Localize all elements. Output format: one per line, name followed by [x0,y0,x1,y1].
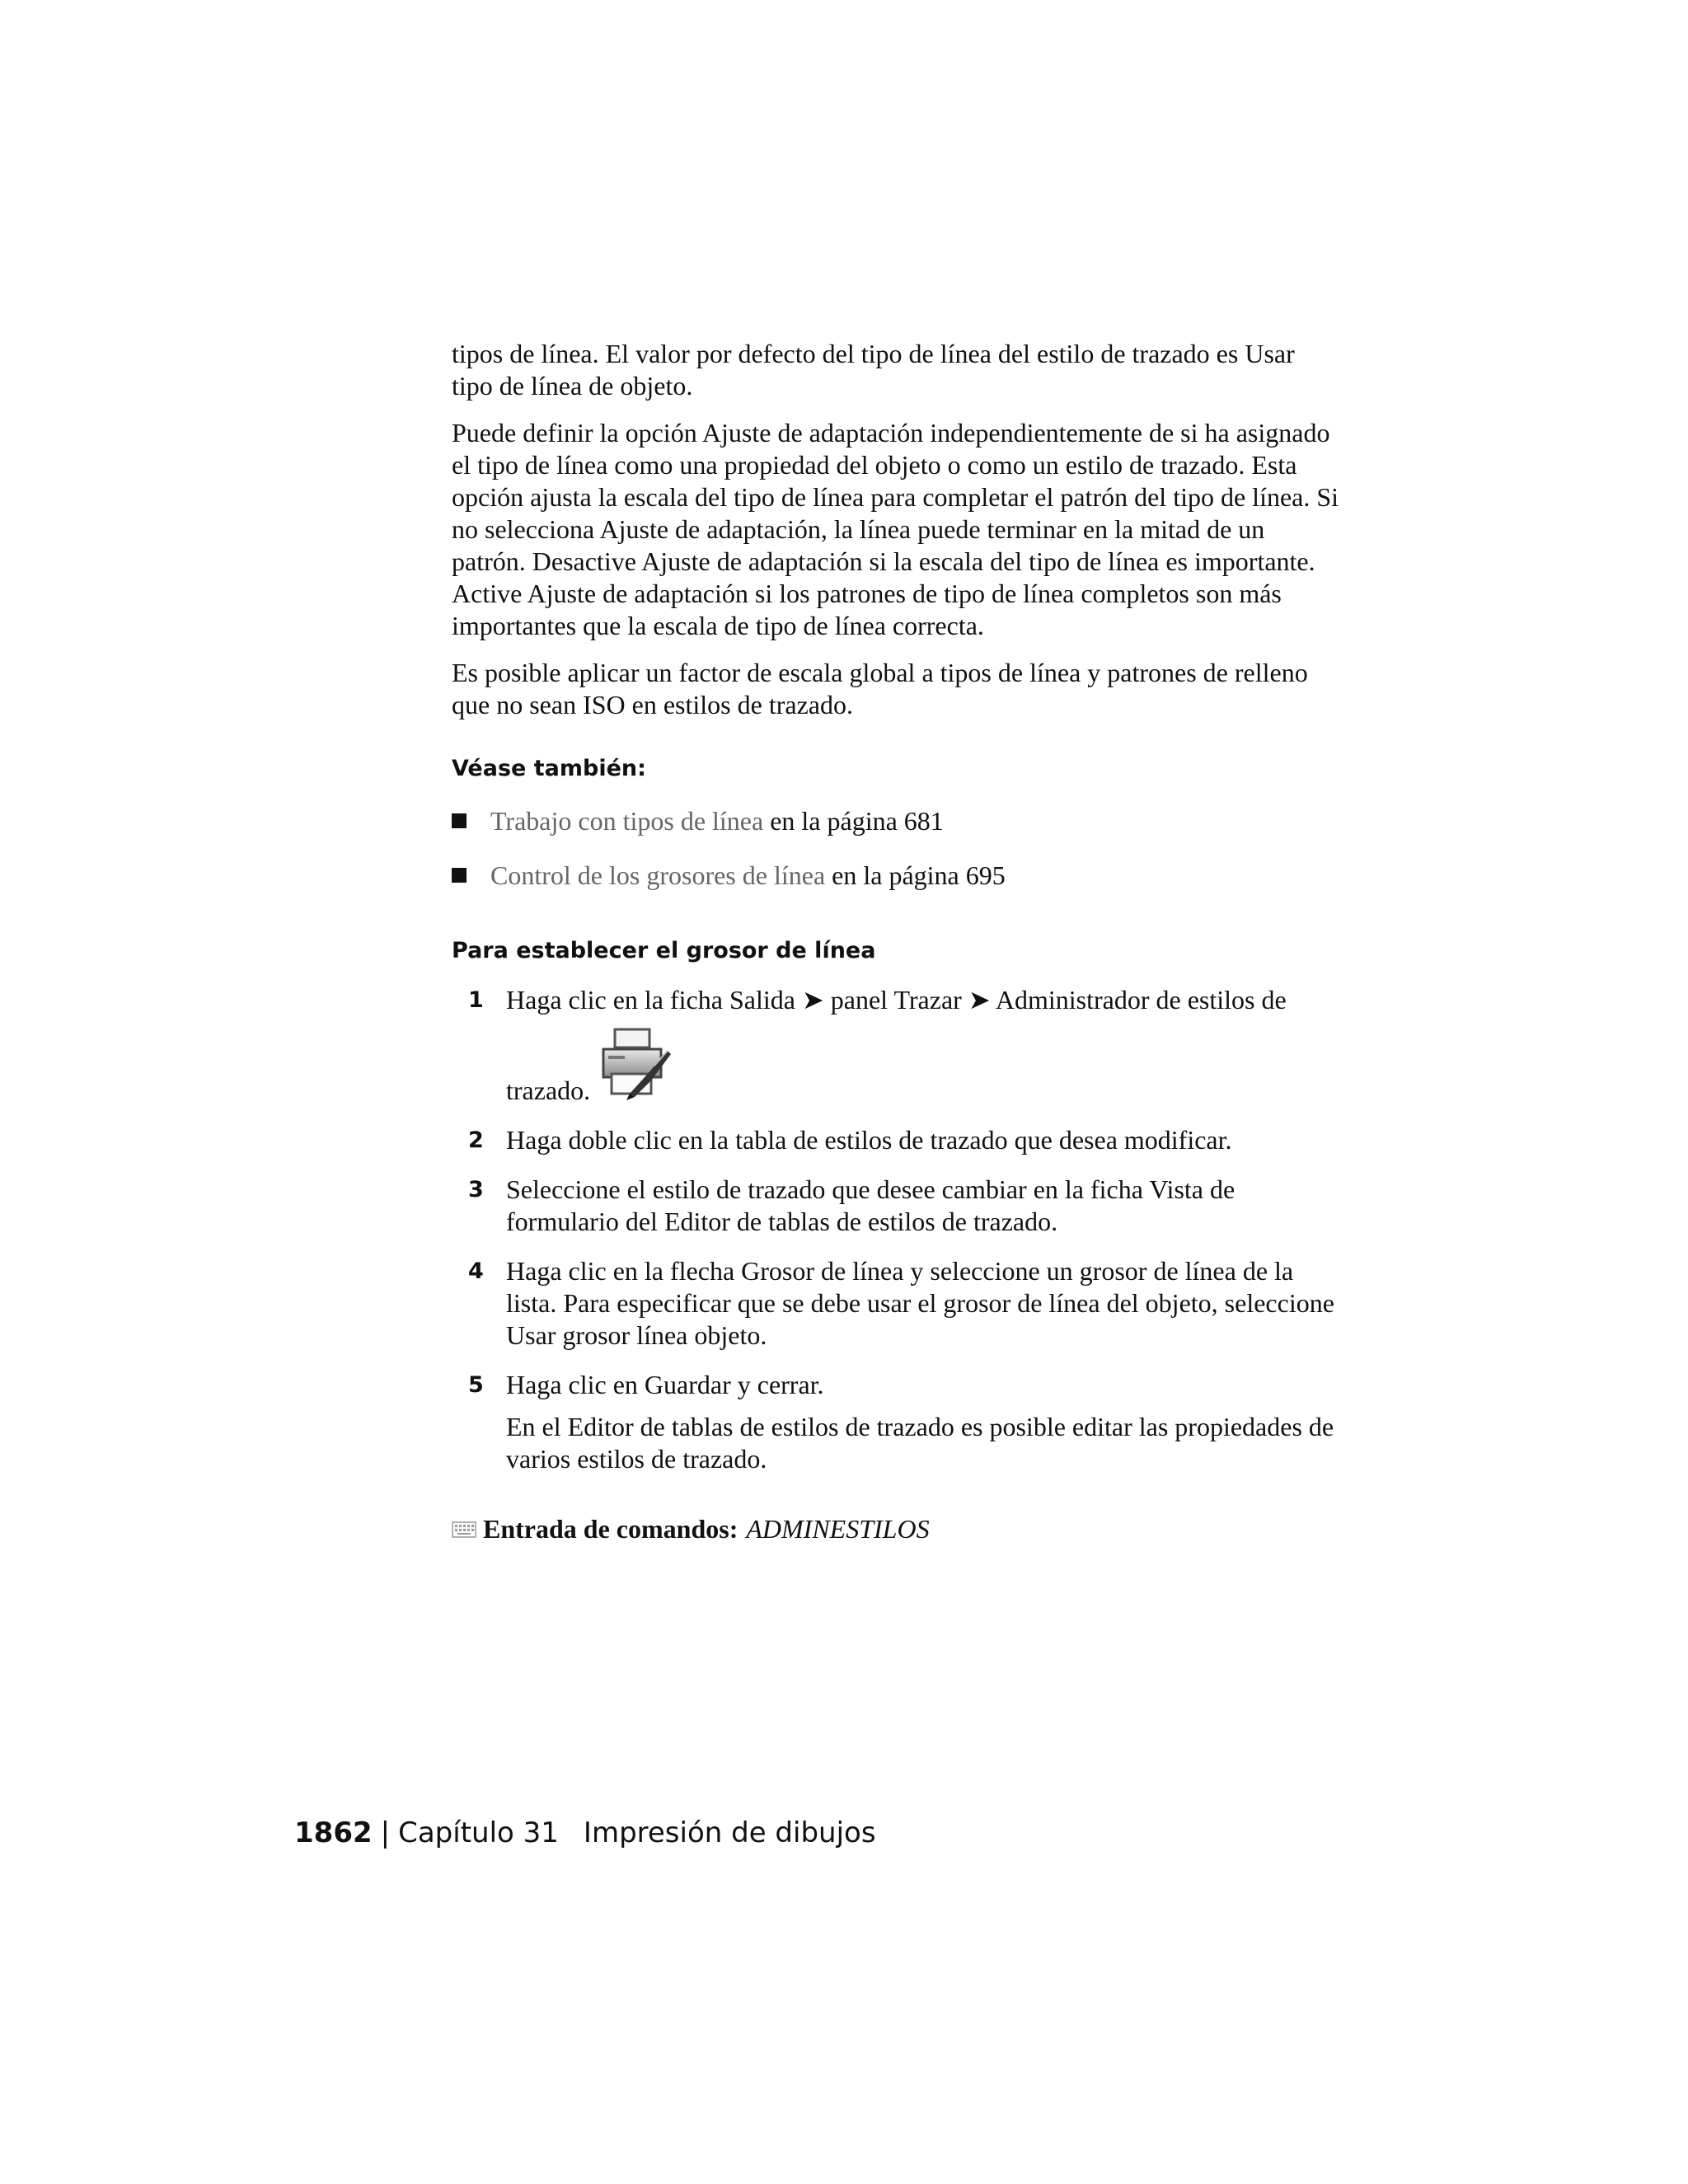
paragraph: tipos de línea. El valor por defecto del tipo de línea del estilo de trazado es Usar tipo de línea de objeto. [452,339,1295,401]
step-text-continued: trazado. [506,1076,591,1105]
see-also-item [452,805,1342,837]
step-text: Haga clic en la flecha Grosor de línea y seleccione un grosor de línea de la lista. Para especificar que se debe usar el grosor de línea del objeto, seleccione Usar grosor línea objeto. [506,1256,1334,1350]
step-number: 3 [468,1177,484,1202]
procedure-step [452,1369,1342,1475]
keyboard-icon [452,1521,476,1539]
paragraph: Es posible aplicar un factor de escala global a tipos de línea y patrones de relleno que no sean ISO en estilos de trazado. [452,658,1308,719]
procedure-steps [452,984,1342,1475]
page-number: 1862 [294,1816,373,1849]
bullet-square-icon [452,813,467,828]
step-note: En el Editor de tablas de estilos de trazado es posible editar las propiedades de varios estilos de trazado. [506,1412,1334,1474]
step-text: Seleccione el estilo de trazado que desee cambiar en la ficha Vista de formulario del Editor de tablas de estilos de trazado. [506,1174,1236,1236]
chapter-label: Capítulo 31 [398,1816,559,1849]
step-number: 4 [468,1258,484,1284]
see-also-heading: Véase también: [452,756,646,781]
see-also-item [452,860,1342,892]
step-number: 2 [468,1127,484,1153]
step-text: Haga doble clic en la tabla de estilos de trazado que desea modificar. [506,1125,1232,1155]
command-entry [452,1513,1342,1545]
plot-style-manager-icon [597,1026,673,1102]
page-content [452,338,1342,1545]
bullet-square-icon [452,868,467,883]
see-also-link[interactable]: Control de los grosores de línea [490,860,826,890]
step-text: Haga clic en la ficha Salida ➤ panel Trazar ➤ Administrador de estilos de [506,985,1287,1015]
page-reference: en la página 695 [825,860,1006,890]
see-also-link[interactable]: Trabajo con tipos de línea [490,806,764,836]
paragraph: Puede definir la opción Ajuste de adaptación independientemente de si ha asignado el tipo de línea como una propiedad del objeto o como un estilo de trazado. Esta opción ajusta la escala del tipo de línea para completar el patrón del tipo de línea. Si no selecciona Ajuste de adaptación, la línea puede terminar en la mitad de un patrón. Desactive Ajuste de adaptación si la escala del tipo de línea es importante. Active Ajuste de adaptación si los patrones de tipo de línea completos son más importantes que la escala de tipo de línea correcta. [452,418,1339,640]
chapter-title: Impresión de dibujos [583,1816,876,1849]
page-footer [294,1815,876,1851]
step-number: 5 [468,1372,484,1398]
step-text: Haga clic en Guardar y cerrar. [506,1370,824,1399]
page-reference: en la página 681 [763,806,944,836]
procedure-heading: Para establecer el grosor de línea [452,938,876,963]
command-label: Entrada de comandos: [483,1514,738,1544]
procedure-step [452,1255,1342,1352]
footer-separator: | [380,1816,391,1849]
command-value: ADMINESTILOS [746,1514,930,1544]
step-number: 1 [468,987,484,1013]
procedure-step [452,1174,1342,1238]
procedure-step [452,984,1342,1107]
procedure-step [452,1124,1342,1156]
see-also-list [452,805,1342,892]
